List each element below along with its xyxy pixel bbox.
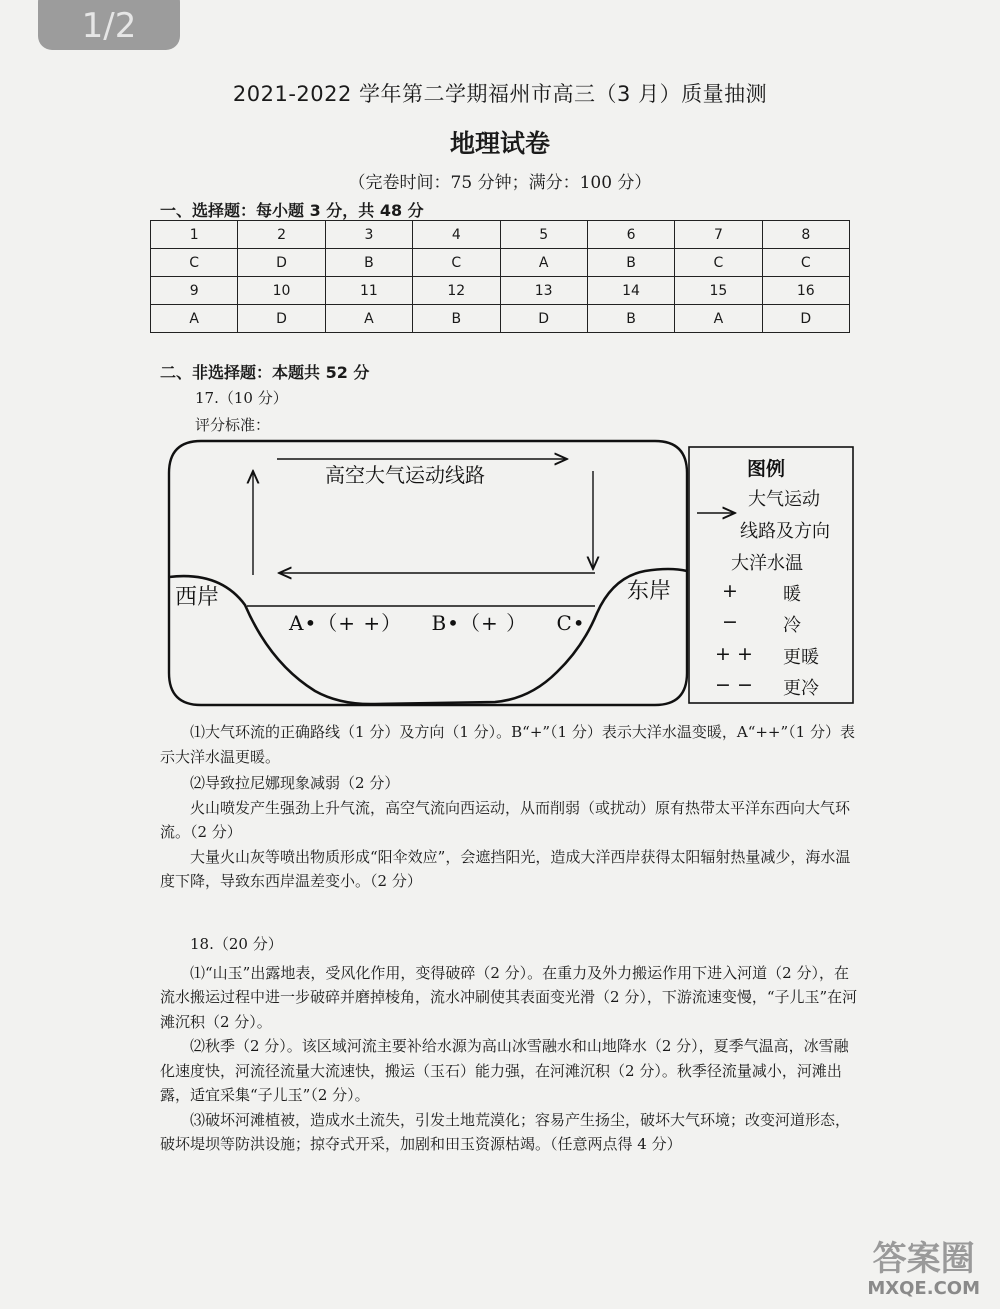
legend-symbol-warmer: + + [715, 643, 753, 665]
subject-title: 地理试卷 [449, 129, 550, 158]
answer-table [150, 220, 850, 333]
q18-part2: ⑵秋季（2 分）。该区域河流主要补给水源为高山冰雪融水和山地降水（2 分），夏季气温高，冰雪融化速度快，河流径流量大流速快，搬运（玉石）能力强，在河滩沉积（2 分）。秋季径流量减小，河滩出露，适宜采集“子儿玉”（2 分）。 [160, 1037, 849, 1104]
upper-air-route-label: 高空大气运动线路 [325, 463, 485, 487]
answer-table-row [151, 305, 850, 333]
answer-table-cell: C [413, 249, 500, 277]
legend-symbol-warm: + [722, 580, 738, 602]
walker-circulation-diagram [165, 437, 865, 719]
west-coast-label: 西岸 [175, 585, 220, 610]
answer-table-cell: B [587, 305, 674, 333]
legend-symbol-colder: − − [715, 674, 753, 696]
answer-table-cell: A [151, 305, 238, 333]
answer-table-cell: 9 [151, 277, 238, 305]
answer-table-cell: 3 [325, 221, 412, 249]
point-b: B•（+ ） [431, 611, 528, 635]
answer-table-cell: D [238, 249, 325, 277]
ocean-basin [169, 569, 687, 704]
answer-table-cell: 16 [762, 277, 849, 305]
ocean-points [289, 607, 608, 636]
answer-table-cell: 6 [587, 221, 674, 249]
answer-table-cell: C [762, 249, 849, 277]
watermark-logo: 答案圈 [872, 1239, 975, 1279]
legend-water-temp: 大洋水温 [731, 553, 803, 574]
legend-label-cold: 冷 [783, 615, 801, 636]
answer-table-cell: 2 [238, 221, 325, 249]
exam-info: （完卷时间：75 分钟；满分：100 分） [348, 173, 652, 193]
legend-air-motion: 大气运动 [748, 489, 820, 510]
answer-table-row [151, 221, 850, 249]
legend-label-warm: 暖 [783, 584, 801, 605]
q18-answers [160, 932, 860, 1157]
answer-table-cell: 5 [500, 221, 587, 249]
answer-table-cell: A [325, 305, 412, 333]
exam-title: 2021-2022 学年第二学期福州市高三（3 月）质量抽测 [232, 82, 768, 106]
point-c: C• [556, 611, 586, 635]
answer-table-cell: 12 [413, 277, 500, 305]
q18-part3: ⑶破坏河滩植被，造成水土流失，引发土地荒漠化；容易产生扬尘，破坏大气环境；改变河道形态，破坏堤坝等防洪设施；掠夺式开采，加剧和田玉资源枯竭。（任意两点得 4 分） [160, 1110, 851, 1153]
answer-table-row [151, 277, 850, 305]
q18-header: 18.（20 分） [190, 935, 283, 953]
answer-table-cell: C [675, 249, 762, 277]
answer-table-cell: 1 [151, 221, 238, 249]
q17-answers [160, 720, 860, 894]
answer-table-cell: 11 [325, 277, 412, 305]
answer-table-cell: D [762, 305, 849, 333]
q18-part1: ⑴“山玉”出露地表，受风化作用，变得破碎（2 分）。在重力及外力搬运作用下进入河道（2 分），在流水搬运过程中进一步破碎并磨掉棱角，流水冲刷使其表面变光滑（2 分），下游流速变慢，“子儿玉”在河滩沉积（2 分）。 [160, 963, 858, 1031]
answer-table-cell: 8 [762, 221, 849, 249]
answer-table-cell: A [675, 305, 762, 333]
answer-table-cell: 4 [413, 221, 500, 249]
answer-table-cell: B [413, 305, 500, 333]
answer-table-cell: D [500, 305, 587, 333]
east-coast-label: 东岸 [627, 579, 672, 604]
q17-header: 17.（10 分） [195, 389, 288, 407]
q17-part1: ⑴大气环流的正确路线（1 分）及方向（1 分）。B“+”（1 分）表示大洋水温变暖，A“++”（1 分）表示大洋水温更暖。 [160, 723, 855, 766]
answer-table-cell: B [587, 249, 674, 277]
section1-heading: 一、选择题：每小题 3 分，共 48 分 [160, 201, 424, 220]
answer-table-cell: 13 [500, 277, 587, 305]
q17-part2: ⑵导致拉尼娜现象减弱（2 分） [190, 774, 400, 792]
site-watermark [867, 1239, 980, 1299]
answer-table-cell: 15 [675, 277, 762, 305]
legend-symbol-cold: − [722, 611, 738, 633]
legend-title: 图例 [747, 458, 786, 480]
legend-label-warmer: 更暖 [783, 647, 819, 668]
answer-table-cell: C [151, 249, 238, 277]
legend-label-colder: 更冷 [783, 678, 819, 699]
q17-part2-reason2: 大量火山灰等喷出物质形成“阳伞效应”，会遮挡阳光，造成大洋西岸获得太阳辐射热量减少，海水温度下降，导致东西岸温差变小。（2 分） [160, 847, 851, 890]
answer-table-cell: 7 [675, 221, 762, 249]
q17-part2-reason1: 火山喷发产生强劲上升气流，高空气流向西运动，从而削弱（或扰动）原有热带太平洋东西向大气环流。（2 分） [160, 798, 851, 841]
answer-table-cell: 10 [238, 277, 325, 305]
q17-scoring-label: 评分标准： [195, 416, 271, 434]
answer-table-cell: A [500, 249, 587, 277]
answer-table-cell: B [325, 249, 412, 277]
point-a: A•（+ +） [289, 611, 403, 635]
section2-heading: 二、非选择题：本题共 52 分 [160, 363, 370, 382]
answer-table-cell: 14 [587, 277, 674, 305]
legend-route-direction: 线路及方向 [740, 521, 830, 542]
answer-table-row [151, 249, 850, 277]
answer-table-cell: D [238, 305, 325, 333]
watermark-site: MXQE.COM [867, 1278, 980, 1299]
page-indicator: 1/2 [38, 0, 180, 50]
